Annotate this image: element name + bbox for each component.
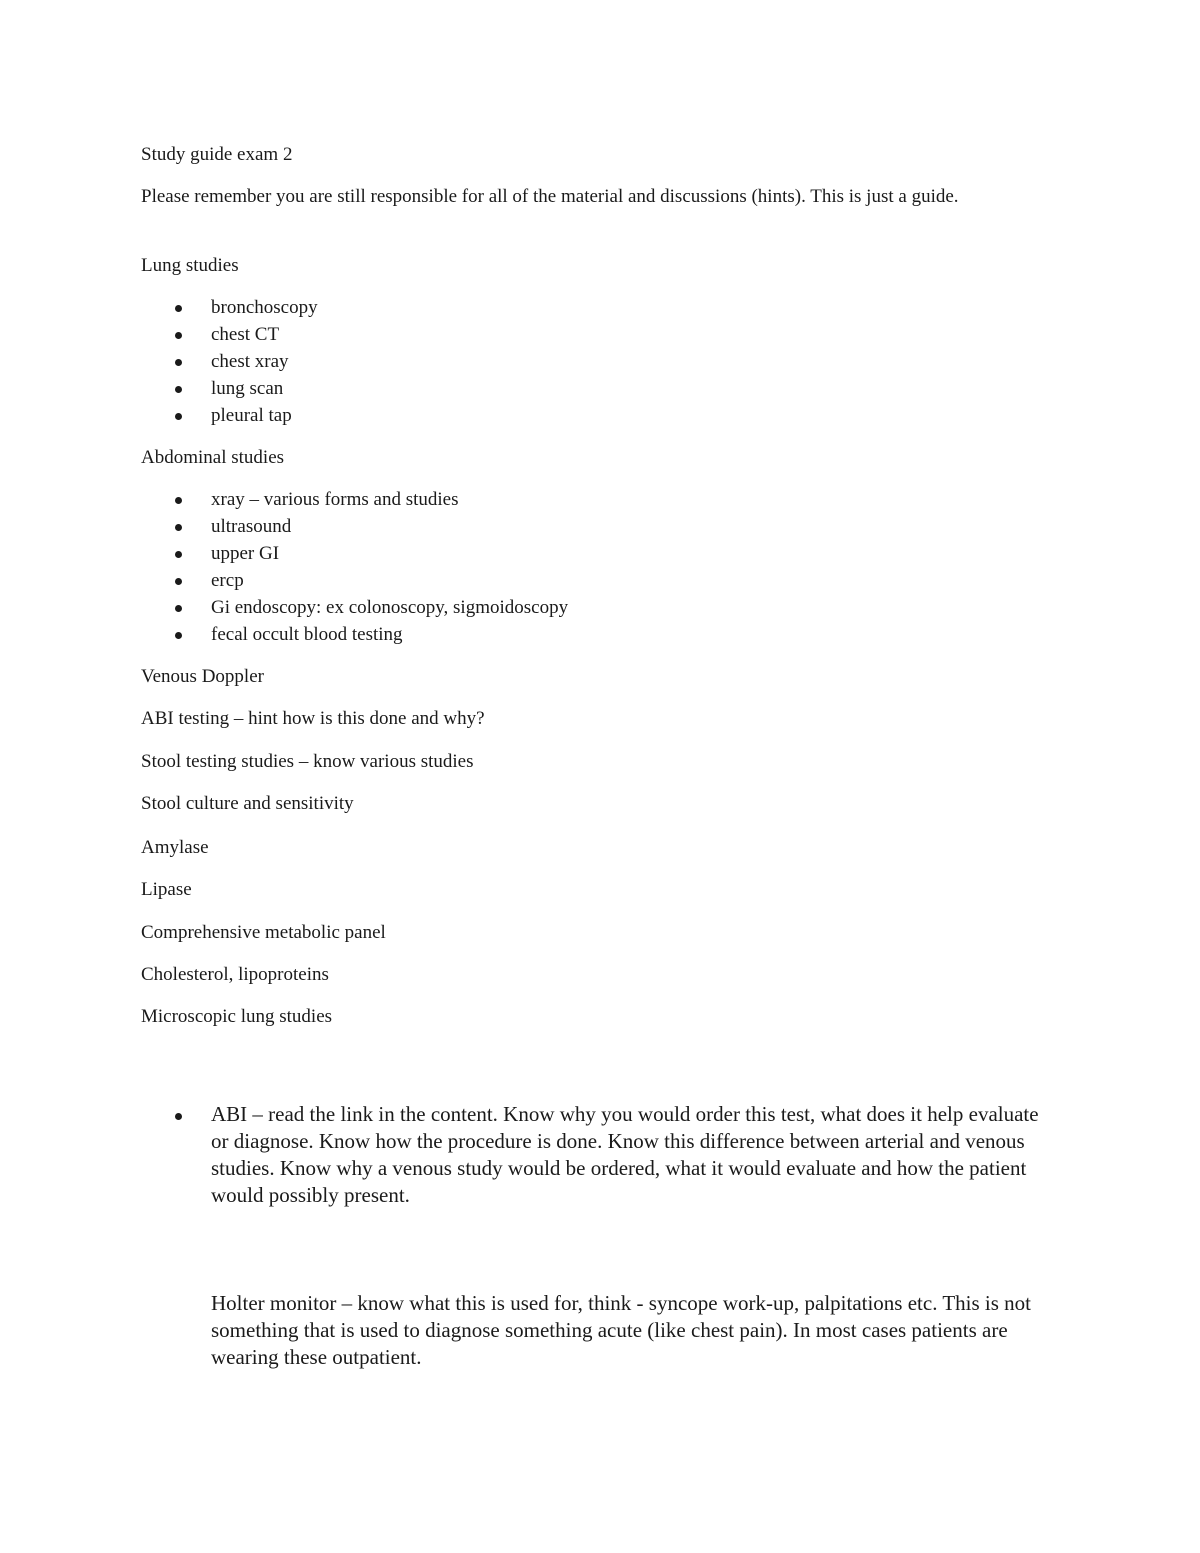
holter-note-text: Holter monitor – know what this is used for, think - syncope work-up, palpitations etc. This is not something that is used to diagnose something acute (like chest pain). In most cases patients are wearing these outpatient. — [211, 1291, 1032, 1369]
bullet-icon — [175, 605, 182, 612]
bullet-icon — [175, 1113, 182, 1120]
topic-microscopic-lung: Microscopic lung studies — [141, 1006, 333, 1027]
intro-paragraph: Please remember you are still responsible for all of the material and discussions (hints). This is just a guide. — [141, 186, 959, 207]
abi-note-text: ABI – read the link in the content. Know why you would order this test, what does it help evaluate or diagnose. Know how the procedure is done. Know this difference between arterial and venous studies. Know why a venous study would be ordered, what it would evaluate and how the patient would possibly present. — [211, 1102, 1039, 1207]
topic-stool-culture: Stool culture and sensitivity — [141, 793, 354, 814]
topic-cmp: Comprehensive metabolic panel — [141, 922, 386, 943]
bullet-icon — [175, 359, 182, 366]
bullet-icon — [175, 305, 182, 312]
abdominal-studies-heading: Abdominal studies — [141, 447, 285, 468]
bullet-icon — [175, 497, 182, 504]
topic-abi-testing: ABI testing – hint how is this done and why? — [141, 708, 485, 729]
lung-studies-heading: Lung studies — [141, 255, 239, 276]
bullet-icon — [175, 413, 182, 420]
topic-venous-doppler: Venous Doppler — [141, 666, 264, 687]
bullet-icon — [175, 578, 182, 585]
topic-lipase: Lipase — [141, 879, 192, 900]
topic-amylase: Amylase — [141, 837, 209, 858]
topic-cholesterol: Cholesterol, lipoproteins — [141, 964, 329, 985]
bullet-icon — [175, 524, 182, 531]
document-page: Study guide exam 2 Please remember you are still responsible for all of the material and discussions (hints). This is just a guide. Lung studies bronchoscopy chest CT chest xray lung scan pleural tap Abdominal studies xray – various forms and studies ultrasound upper GI ercp Gi endoscopy: ex colonoscopy, sigmoidoscopy fecal occult blood testing Venous Doppler ABI testing – hint how is this done and why? Stool testing studies – know various studies Stool culture and sensitivity Amylase Lipase Comprehensive metabolic panel Cholesterol, lipoproteins Microscopic lung studies ABI – read the link in the content. Know why you would order this test, what does it help evaluate or diagnose. Know how the procedure is done. Know this difference between arterial and venous studies. Know why a venous study would be ordered, what it would evaluate and how the patient would possibly present. Holter monitor – know what this is used for, think - syncope work-up, palpitations etc. This is not something that is used to diagnose something acute (like chest pain). In most cases patients are wearing these outpatient. — [0, 0, 1200, 1553]
document-title: Study guide exam 2 — [141, 144, 293, 165]
bullet-icon — [175, 632, 182, 639]
bullet-icon — [175, 386, 182, 393]
bullet-icon — [175, 332, 182, 339]
topic-stool-testing: Stool testing studies – know various studies — [141, 751, 474, 772]
bullet-icon — [175, 551, 182, 558]
